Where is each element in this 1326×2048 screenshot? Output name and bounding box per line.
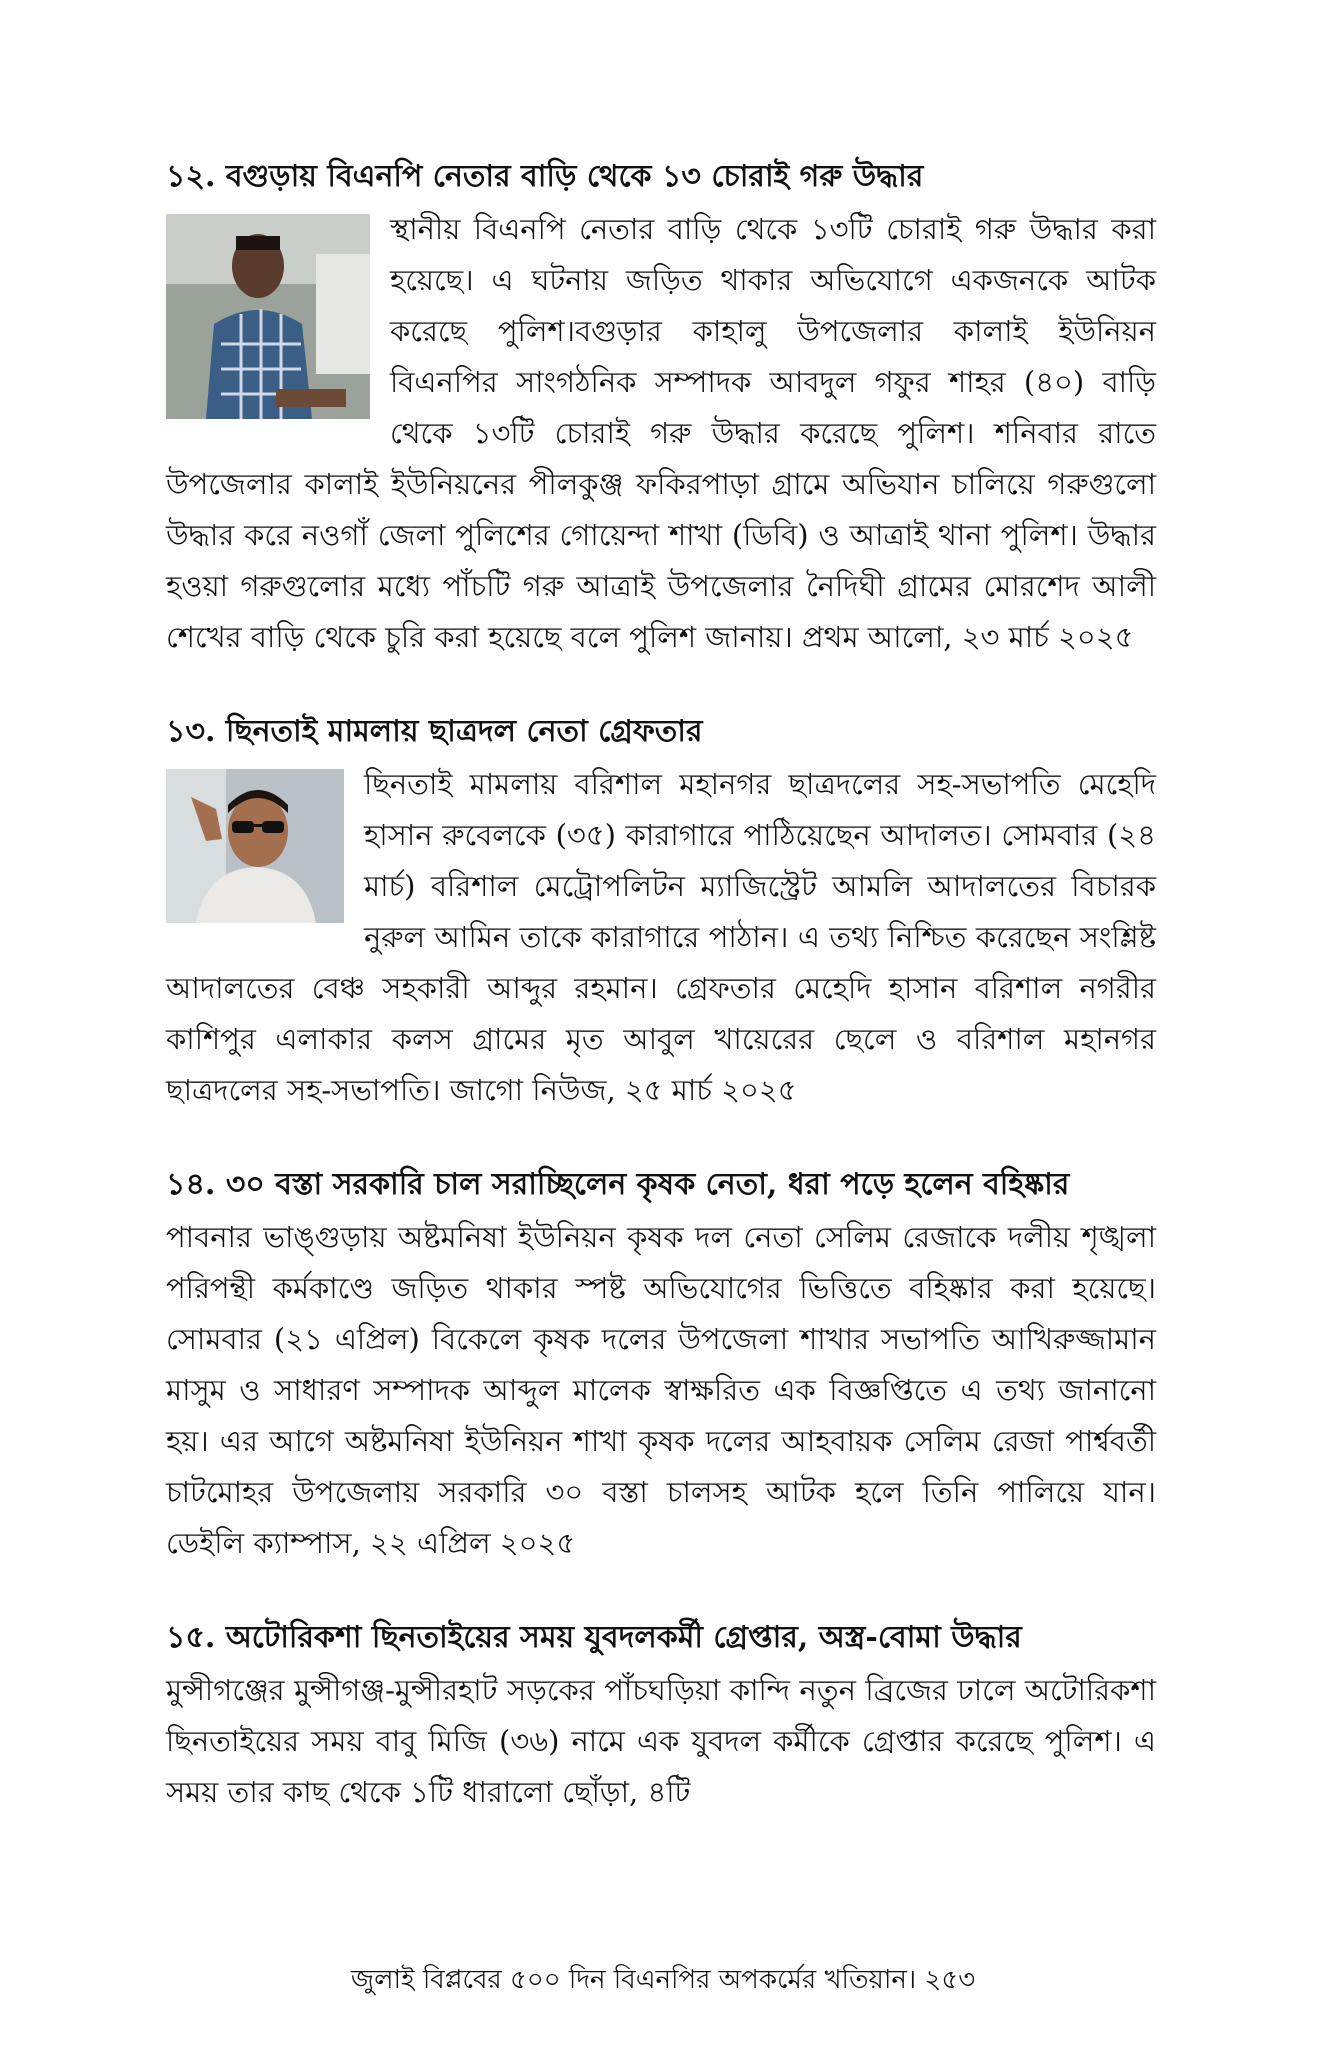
photo-bnp-leader-arrest: [166, 214, 370, 419]
article-14: [166, 1160, 1156, 1569]
article-source: জাগো নিউজ, ২৫ মার্চ ২০২৫: [449, 1073, 797, 1107]
article-heading: ১৫. অটোরিকশা ছিনতাইয়ের সময় যুবদলকর্মী গ্রেপ্তার, অস্ত্র-বোমা উদ্ধার: [166, 1620, 1022, 1655]
article-source: ডেইলি ক্যাম্পাস, ২২ এপ্রিল ২০২৫: [166, 1526, 576, 1560]
article-body: ছিনতাই মামলায় বরিশাল মহানগর ছাত্রদলের সহ-সভাপতি মেহেদি হাসান রুবেলকে (৩৫) কারাগারে পাঠিয়েছেন আদালত। সোমবার (২৪ মার্চ) বরিশাল মেট্রোপলিটন ম্যাজিস্ট্রেট আমলি আদালতের বিচারক নুরুল আমিন তাকে কারাগারে পাঠান। এ তথ্য নিশ্চিত করেছেন সংশ্লিষ্ট আদালতের বেঞ্চ সহকারী আব্দুর রহমান। গ্রেফতার মেহেদি হাসান বরিশাল নগরীর কাশিপুর এলাকার কলস গ্রামের মৃত আবুল খায়েরের ছেলে ও বরিশাল মহানগর ছাত্রদলের সহ-সভাপতি। জাগো নিউজ, ২৫ মার্চ ২০২৫: [166, 767, 1156, 1107]
article-12: [166, 152, 1156, 663]
article-heading: ১২. বগুড়ায় বিএনপি নেতার বাড়ি থেকে ১৩ চোরাই গরু উদ্ধার: [166, 159, 924, 194]
article-15: [166, 1613, 1156, 1818]
photo-chhatradal-leader: [166, 769, 344, 923]
page-footer: জুলাই বিপ্লবের ৫০০ দিন বিএনপির অপকর্মের খতিয়ান। ২৫৩: [350, 1965, 976, 1995]
article-source: প্রথম আলো, ২৩ মার্চ ২০২৫: [802, 620, 1134, 654]
article-body: পাবনার ভাঙ্গুড়ায় অষ্টমনিষা ইউনিয়ন কৃষক দল নেতা সেলিম রেজাকে দলীয় শৃঙ্খলা পরিপন্থী কর্মকাণ্ডে জড়িত থাকার স্পষ্ট অভিযোগের ভিত্তিতে বহিষ্কার করা হয়েছে। সোমবার (২১ এপ্রিল) বিকেলে কৃষক দলের উপজেলা শাখার সভাপতি আখিরুজ্জামান মাসুম ও সাধারণ সম্পাদক আব্দুল মালেক স্বাক্ষরিত এক বিজ্ঞপ্তিতে এ তথ্য জানানো হয়। এর আগে অষ্টমনিষা ইউনিয়ন শাখা কৃষক দলের আহবায়ক সেলিম রেজা পার্শ্ববর্তী চাটমোহর উপজেলায় সরকারি ৩০ বস্তা চালসহ আটক হলে তিনি পালিয়ে যান। ডেইলি ক্যাম্পাস, ২২ এপ্রিল ২০২৫: [166, 1220, 1156, 1560]
article-body: স্থানীয় বিএনপি নেতার বাড়ি থেকে ১৩টি চোরাই গরু উদ্ধার করা হয়েছে। এ ঘটনায় জড়িত থাকার অভিযোগে একজনকে আটক করেছে পুলিশ।বগুড়ার কাহালু উপজেলার কালাই ইউনিয়ন বিএনপির সাংগঠনিক সম্পাদক আবদুল গফুর শাহর (৪০) বাড়ি থেকে ১৩টি চোরাই গরু উদ্ধার করেছে পুলিশ। শনিবার রাতে উপজেলার কালাই ইউনিয়নের পীলকুঞ্জ ফকিরপাড়া গ্রামে অভিযান চালিয়ে গরুগুলো উদ্ধার করে নওগাঁ জেলা পুলিশের গোয়েন্দা শাখা (ডিবি) ও আত্রাই থানা পুলিশ। উদ্ধার হওয়া গরুগুলোর মধ্যে পাঁচটি গরু আত্রাই উপজেলার নৈদিঘী গ্রামের মোরশেদ আলী শেখের বাড়ি থেকে চুরি করা হয়েছে বলে পুলিশ জানায়। প্রথম আলো, ২৩ মার্চ ২০২৫: [166, 212, 1156, 654]
article-body: মুন্সীগঞ্জের মুন্সীগঞ্জ-মুন্সীরহাট সড়কের পাঁচঘড়িয়া কান্দি নতুন ব্রিজের ঢালে অটোরিকশা ছিনতাইয়ের সময় বাবু মিজি (৩৬) নামে এক যুবদল কর্মীকে গ্রেপ্তার করেছে পুলিশ। এ সময় তার কাছ থেকে ১টি ধারালো ছোঁড়া, ৪টি: [166, 1673, 1156, 1809]
article-13: [166, 707, 1156, 1116]
article-heading: ১৩. ছিনতাই মামলায় ছাত্রদল নেতা গ্রেফতার: [166, 714, 703, 749]
article-heading: ১৪. ৩০ বস্তা সরকারি চাল সরাচ্ছিলেন কৃষক নেতা, ধরা পড়ে হলেন বহিষ্কার: [166, 1167, 1070, 1202]
